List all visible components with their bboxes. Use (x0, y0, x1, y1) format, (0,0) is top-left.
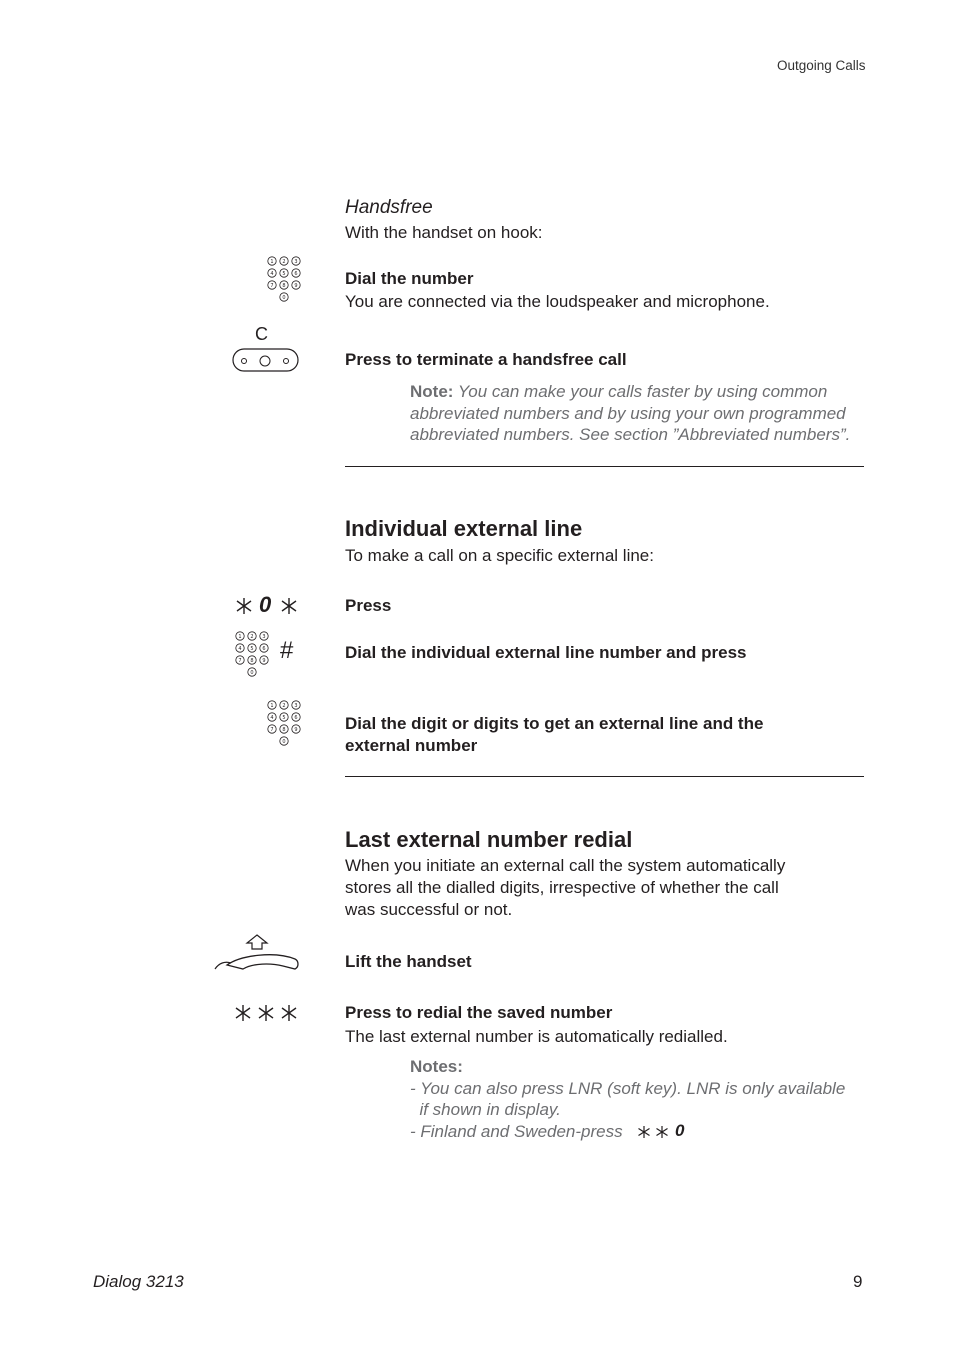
note-label: Note: (410, 382, 454, 401)
handsfree-step1-title: Dial the number (345, 269, 474, 288)
keypad-key-digit: 4 (270, 270, 274, 277)
keypad-key-digit: 8 (282, 726, 286, 733)
star-key-icon (637, 1125, 651, 1139)
keypad-key-digit: 1 (270, 702, 274, 709)
keypad-key-digit: 5 (250, 645, 254, 652)
individual-step2-title: Dial the individual external line number and press (345, 643, 747, 662)
keypad-key-digit: 2 (250, 633, 254, 640)
star-key-icon (257, 1004, 275, 1022)
redial-intro (345, 855, 785, 921)
keypad-key-digit: 9 (262, 657, 266, 664)
keypad-key-digit: 0 (282, 738, 286, 745)
redial-intro-line-3: was successful or not. (345, 900, 513, 919)
clear-key-label: C (255, 324, 268, 344)
keypad-key-digit: 4 (238, 645, 242, 652)
keypad-key-digit: 3 (294, 258, 298, 265)
code-digit: 0 (259, 592, 272, 617)
note-line-2: abbreviated numbers and by using your own programmed (410, 403, 846, 423)
individual-intro: To make a call on a specific external line: (345, 546, 654, 565)
redial-title: Last external number redial (345, 827, 633, 852)
notes-line-1: - You can also press LNR (soft key). LNR is only available (410, 1078, 846, 1098)
keypad-icon (234, 630, 274, 680)
keypad-key-digit: 6 (262, 645, 266, 652)
redial-step2-text: The last external number is automatically redialled. (345, 1027, 728, 1046)
note-line-3: abbreviated numbers. See section ”Abbreviated numbers”. (410, 425, 851, 444)
keypad-key-digit: 2 (282, 702, 286, 709)
notes-line-2: if shown in display. (410, 1100, 561, 1119)
notes-last-digit: 0 (675, 1121, 685, 1140)
lift-handset-icon (213, 933, 301, 975)
redial-notes (410, 1056, 845, 1142)
keypad-key-digit: 1 (270, 258, 274, 265)
keypad-icon (266, 699, 306, 749)
redial-step1-title: Lift the handset (345, 952, 472, 971)
running-header: Outgoing Calls (777, 58, 866, 73)
keypad-key-digit: 5 (282, 714, 286, 721)
individual-title: Individual external line (345, 516, 583, 541)
clear-key-icon (232, 348, 300, 374)
individual-step3-title (345, 713, 763, 757)
keypad-key-digit: 7 (270, 282, 274, 289)
notes-line-3: - Finland and Sweden-press (410, 1121, 623, 1141)
section-divider (345, 466, 864, 467)
footer-product: Dialog 3213 (93, 1272, 184, 1291)
keypad-key-digit: 7 (270, 726, 274, 733)
keypad-key-digit: 6 (294, 714, 298, 721)
keypad-key-digit: 8 (250, 657, 254, 664)
keypad-key-digit: 2 (282, 258, 286, 265)
hash-key: # (280, 637, 294, 664)
handsfree-step2-title: Press to terminate a handsfree call (345, 350, 627, 369)
star-key-icon (234, 1004, 252, 1022)
star-key-icon (280, 1004, 298, 1022)
keypad-key-digit: 0 (250, 669, 254, 676)
handsfree-note (410, 381, 850, 446)
keypad-key-digit: 6 (294, 270, 298, 277)
keypad-key-digit: 9 (294, 282, 298, 289)
step3-line-2: external number (345, 736, 478, 755)
star-key-icon (655, 1125, 669, 1139)
keypad-key-digit: 7 (238, 657, 242, 664)
redial-step2-title: Press to redial the saved number (345, 1003, 613, 1022)
keypad-key-digit: 9 (294, 726, 298, 733)
keypad-key-digit: 1 (238, 633, 242, 640)
notes-label: Notes: (410, 1057, 463, 1076)
handsfree-title: Handsfree (345, 197, 433, 218)
keypad-key-digit: 3 (262, 633, 266, 640)
keypad-key-digit: 5 (282, 270, 286, 277)
individual-step1-title: Press (345, 596, 392, 615)
keypad-key-digit: 8 (282, 282, 286, 289)
page-number: 9 (853, 1272, 863, 1291)
note-line-1: You can make your calls faster by using common (457, 382, 828, 401)
handsfree-step1-text: You are connected via the loudspeaker and microphone. (345, 292, 770, 311)
redial-intro-line-2: stores all the dialled digits, irrespective of whether the call (345, 878, 779, 897)
redial-intro-line-1: When you initiate an external call the system automatically (345, 856, 786, 875)
section-divider (345, 776, 864, 777)
keypad-icon (266, 255, 306, 305)
star-key-icon (235, 597, 253, 615)
keypad-key-digit: 0 (282, 294, 286, 301)
handsfree-intro: With the handset on hook: (345, 223, 543, 242)
keypad-key-digit: 4 (270, 714, 274, 721)
star-key-icon (280, 597, 298, 615)
keypad-key-digit: 3 (294, 702, 298, 709)
step3-line-1: Dial the digit or digits to get an external line and the (345, 714, 764, 733)
